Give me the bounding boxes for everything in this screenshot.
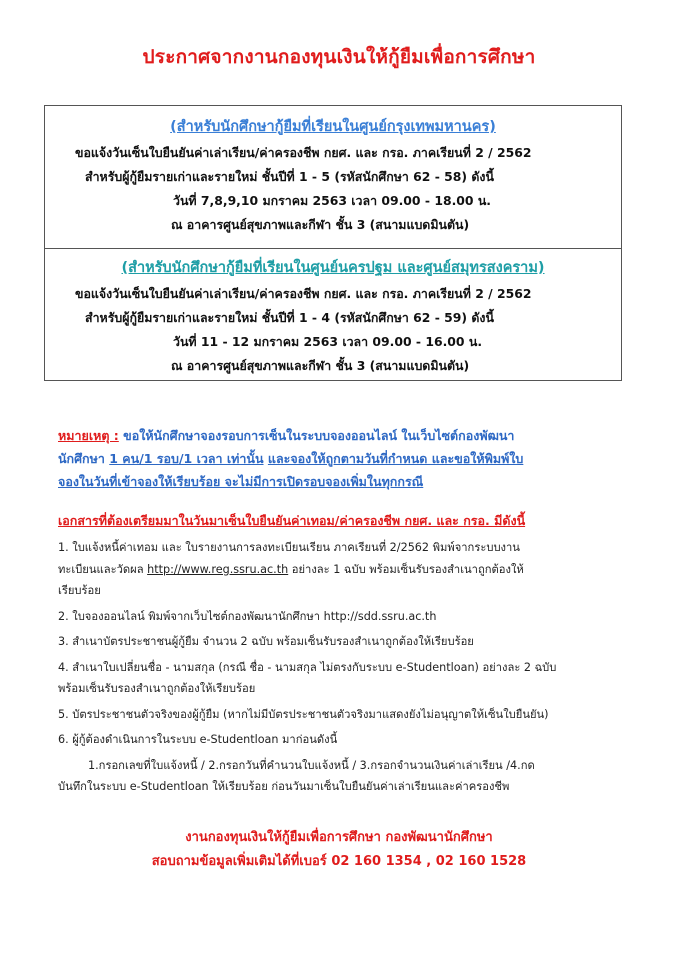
doc-item-1a: 1. ใบแจ้งหนี้ค่าเทอม และ ใบรายงานการลงทะเบียนเรียน ภาคเรียนที่ 2/2562 พิมพ์จากระบบงาน xyxy=(58,541,520,554)
nakhonpathom-heading: (สำหรับนักศึกษากู้ยืมที่เรียนในศูนย์นครปฐม และศูนย์สมุทรสงคราม) xyxy=(121,260,545,276)
doc-item-1d: เรียบร้อย xyxy=(58,584,101,597)
doc-item-5: 5. บัตรประชาชนตัวจริงของผู้กู้ยืม (หากไม่มีบัตรประชาชนตัวจริงมาแสดงยังไม่อนุญาตให้เซ็นใบยืนยัน) xyxy=(58,707,549,721)
remark-label: หมายเหตุ : xyxy=(58,428,119,443)
nakhonpathom-section xyxy=(45,248,621,382)
reg-link[interactable]: http://www.reg.ssru.ac.th xyxy=(147,562,289,576)
doc-item-3: 3. สำเนาบัตรประชาชนผู้กู้ยืม จำนวน 2 ฉบับ พร้อมเซ็นรับรองสำเนาถูกต้องให้เรียบร้อย xyxy=(58,635,474,648)
remark-line-2 xyxy=(58,447,638,470)
nakhonpathom-date: วันที่ 11 - 12 มกราคม 2563 เวลา 09.00 - 16.00 น. xyxy=(173,334,483,349)
bangkok-section xyxy=(45,106,621,249)
bangkok-line-1: ขอแจ้งวันเซ็นใบยืนยันค่าเล่าเรียน/ค่าครองชีพ กยศ. และ กรอ. ภาคเรียนที่ 2 / 2562 xyxy=(75,145,532,160)
remark-text-1: ขอให้นักศึกษาจองรอบการเซ็นในระบบจองออนไลน์ ในเว็บไซต์กองพัฒนา xyxy=(118,428,515,443)
doc-item-2: 2. ใบจองออนไลน์ พิมพ์จากเว็บไซต์กองพัฒนานักศึกษา http://sdd.ssru.ac.th xyxy=(58,609,437,623)
bangkok-date: วันที่ 7,8,9,10 มกราคม 2563 เวลา 09.00 - 18.00 น. xyxy=(173,193,492,208)
remark-text-2a: นักศึกษา xyxy=(58,451,110,466)
remark-block xyxy=(58,424,638,493)
bangkok-venue: ณ อาคารศูนย์สุขภาพและกีฬา ชั้น 3 (สนามแบดมินตัน) xyxy=(171,217,470,232)
nakhonpathom-line-2: สำหรับผู้กู้ยืมรายเก่าและรายใหม่ ชั้นปีที่ 1 - 4 (รหัสนักศึกษา 62 - 59) ดังนี้ xyxy=(85,310,494,325)
bangkok-line-2: สำหรับผู้กู้ยืมรายเก่าและรายใหม่ ชั้นปีที่ 1 - 5 (รหัสนักศึกษา 62 - 58) ดังนี้ xyxy=(85,169,494,184)
schedule-box xyxy=(44,105,622,381)
doc-item-6-sub-a: 1.กรอกเลขที่ใบแจ้งหนี้ / 2.กรอกวันที่คำนวนใบแจ้งหนี้ / 3.กรอกจำนวนเงินค่าเล่าเรียน /4.กด xyxy=(88,758,535,772)
doc-item-4b: พร้อมเซ็นรับรองสำเนาถูกต้องให้เรียบร้อย xyxy=(58,682,256,695)
remark-line-3: จองในวันที่เข้าจองให้เรียบร้อย จะไม่มีการเปิดรอบจองเพิ่มในทุกกรณี xyxy=(58,474,424,489)
doc-item-1b xyxy=(58,559,618,581)
footer-contact: สอบถามข้อมูลเพิ่มเติมได้ที่เบอร์ 02 160 1354 , 02 160 1528 xyxy=(151,854,527,869)
page-title: ประกาศจากงานกองทุนเงินให้กู้ยืมเพื่อการศึกษา xyxy=(142,46,536,68)
remark-line-1 xyxy=(58,424,638,447)
documents-list xyxy=(58,537,618,798)
doc-item-4a: 4. สำเนาใบเปลี่ยนชื่อ - นามสกุล (กรณี ชื่อ - นามสกุล ไม่ตรงกับระบบ e-Studentloan) อย่างละ 2 ฉบับ xyxy=(58,660,557,674)
bangkok-heading: (สำหรับนักศึกษากู้ยืมที่เรียนในศูนย์กรุงเทพมหานคร) xyxy=(170,119,496,135)
footer-office: งานกองทุนเงินให้กู้ยืมเพื่อการศึกษา กองพัฒนานักศึกษา xyxy=(185,830,493,845)
remark-text-2d: และจองให้ถูกตามวันที่กำหนด และขอให้พิมพ์ใบ xyxy=(267,451,524,466)
nakhonpathom-venue: ณ อาคารศูนย์สุขภาพและกีฬา ชั้น 3 (สนามแบดมินตัน) xyxy=(171,358,470,373)
doc-item-6: 6. ผู้กู้ต้องดำเนินการในระบบ e-Studentloan มาก่อนดังนี้ xyxy=(58,733,338,746)
doc-item-1b-text: ทะเบียนและวัดผล xyxy=(58,562,148,576)
doc-item-6-sub-b: บันทึกในระบบ e-Studentloan ให้เรียบร้อย ก่อนวันมาเซ็นใบยืนยันค่าเล่าเรียนและค่าครองชีพ xyxy=(58,780,510,793)
nakhonpathom-line-1: ขอแจ้งวันเซ็นใบยืนยันค่าเล่าเรียน/ค่าครองชีพ กยศ. และ กรอ. ภาคเรียนที่ 2 / 2562 xyxy=(75,286,532,301)
remark-text-2b: 1 คน/1 รอบ/1 เวลา เท่านั้น xyxy=(109,451,264,466)
documents-heading: เอกสารที่ต้องเตรียมมาในวันมาเซ็นใบยืนยันค่าเทอม/ค่าครองชีพ กยศ. และ กรอ. มีดังนี้ xyxy=(58,513,526,528)
doc-item-1c-text: อย่างละ 1 ฉบับ พร้อมเซ็นรับรองสำเนาถูกต้องให้ xyxy=(288,562,524,576)
